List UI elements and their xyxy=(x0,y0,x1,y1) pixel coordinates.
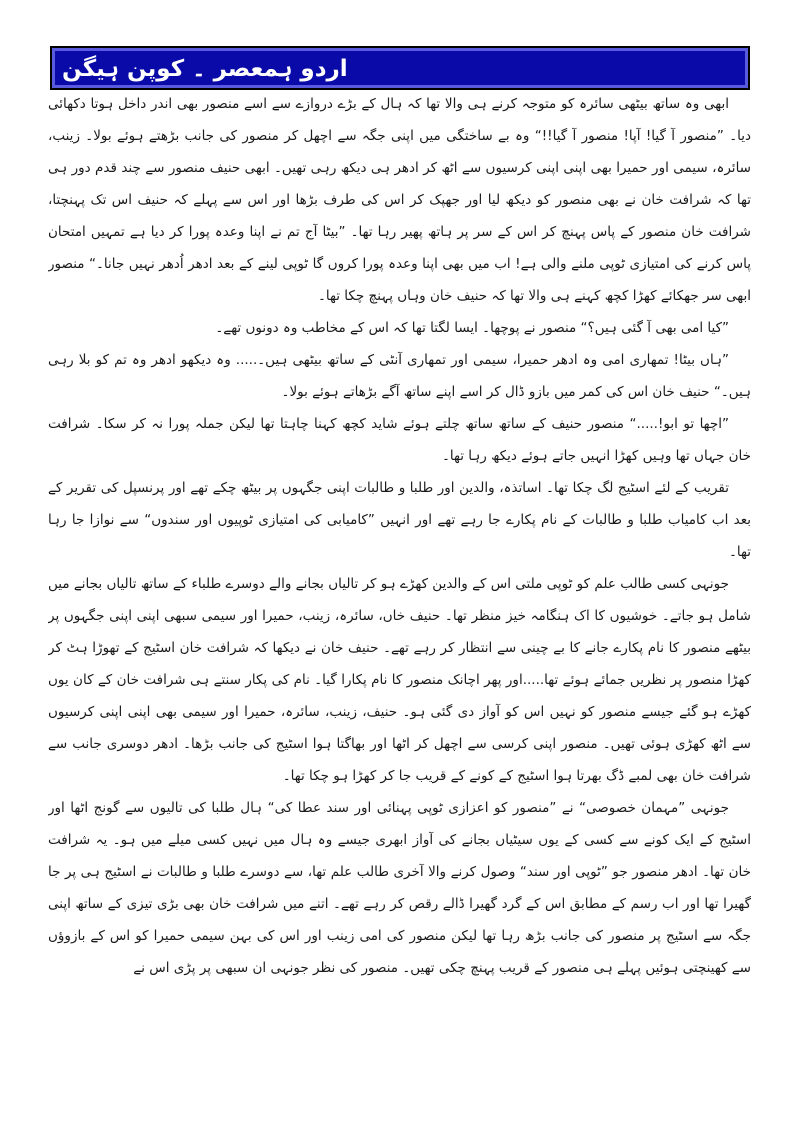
paragraph: تقریب کے لئے اسٹیج لگ چکا تھا۔ اساتذہ، والدین اور طلبا و طالبات اپنی جگہوں پر بیٹھ چکے تھے اور پرنسپل کی تقریر کے بعد اب کامیاب طلبا و طالبات کے نام پکارے جا رہے تھے اور انہیں ”کامیابی کی امتیازی ٹوپیوں اور سندوں“ سے نوازا جا رہا تھا۔ xyxy=(48,480,751,560)
paragraph: ابھی وہ ساتھ بیٹھی سائرہ کو متوجہ کرنے ہی والا تھا کہ ہال کے بڑے دروازے سے اسے منصور بھی اندر داخل ہوتا دکھائی دیا۔ ”منصور آ گیا! آپا! منصور آ گیا!!“ وہ بے ساختگی میں اپنی جگہ سے اچھل کر منصور کی جانب بڑھتے ہوئے بولا۔ زینب، سائرہ، سیمی اور حمیرا بھی اپنی اپنی کرسیوں سے اٹھ کر ادھر ہی دیکھ رہی تھیں۔ ابھی حنیف منصور سے چند قدم دور ہی تھا کہ شرافت خان نے بھی منصور کو دیکھ لیا اور جھپک کر اس کی طرف بڑھا اور اس سے پہلے کہ حنیف اس تک پہنچتا، شرافت خان منصور کے پاس پہنچ کر اس کے سر پر ہاتھ پھیر رہا تھا۔ ”بیٹا آج تم نے اپنا وعدہ پورا کر دیا ہے تمہیں امتحان پاس کرنے کی امتیازی ٹوپی ملنے والی ہے! اب میں بھی اپنا وعدہ پورا کروں گا ٹوپی لینے کے بعد ادھر اُدھر نہیں جانا۔“ منصور ابھی سر جھکائے کھڑا کچھ کہنے ہی والا تھا کہ حنیف خان وہاں پہنچ چکا تھا۔ xyxy=(48,96,751,304)
page-title: اردو ہمعصر ۔ کوپن ہیگن xyxy=(62,56,348,82)
paragraph: جونہی کسی طالب علم کو ٹوپی ملتی اس کے والدین کھڑے ہو کر تالیاں بجانے والے دوسرے طلباء کے ساتھ تالیاں بجانے میں شامل ہو جاتے۔ خوشیوں کا اک ہنگامہ خیز منظر تھا۔ حنیف خاں، سائرہ، زینب، حمیرا اور سیمی سبھی اپنی اپنی جگہوں پر بیٹھے منصور کا نام پکارے جانے کا بے چینی سے انتظار کر رہے تھے۔ حنیف خان نے دیکھا کہ شرافت خان اسٹیج کے تھوڑا ہٹ کر کھڑا منصور پر نظریں جمائے ہوئے تھا.....اور پھر اچانک منصور کا نام پکارا گیا۔ نام کی پکار سنتے ہی شرافت خان کے کان یوں کھڑے ہو گئے جیسے منصور کو نہیں اس کو آواز دی گئی ہو۔ حنیف، زینب، سائرہ، حمیرا اور سیمی بھی اپنی اپنی کرسیوں سے اٹھ کھڑی ہوئی تھیں۔ منصور اپنی کرسی سے اچھل کر اٹھا اور بھاگتا ہوا اسٹیج کی جانب بڑھا۔ ادھر دوسری جانب سے شرافت خان بھی لمبے ڈگ بھرتا ہوا اسٹیج کے کونے کے قریب جا کر کھڑا ہو چکا تھا۔ xyxy=(48,576,751,784)
story-text xyxy=(48,88,751,1088)
paragraph: ”کیا امی بھی آ گئی ہیں؟“ منصور نے پوچھا۔ ایسا لگتا تھا کہ اس کے مخاطب وہ دونوں تھے۔ xyxy=(215,320,729,336)
paragraph: جونہی ”مہمان خصوصی“ نے ”منصور کو اعزازی ٹوپی پہنائی اور سند عطا کی“ ہال طلبا کی تالیوں سے گونج اٹھا اور اسٹیج کے ایک کونے سے کسی کے یوں سیٹیاں بجانے کی آواز ابھری جیسے وہ ہال میں نہیں کسی میلے میں ہو۔ یہ شرافت خان تھا۔ ادھر منصور جو ”ٹوپی اور سند“ وصول کرنے والا آخری طالب علم تھا، سے دوسرے طلبا و طالبات نے اسٹیج ہی پر جا گھیرا تھا اور اب رسم کے مطابق اس کے گرد گھیرا ڈالے رقص کر رہے تھے۔ اتنے میں شرافت خان بھی بڑی تیزی کے ساتھ اپنی جگہ سے اسٹیج پر منصور کی جانب بڑھ رہا تھا لیکن منصور کی امی زینب اور اس کی بہن سیمی حمیرا کو اس کے بازوؤں سے کھینچتی ہوئیں پہلے ہی منصور کے قریب پہنچ چکی تھیں۔ منصور کی نظر جونہی ان سبھی پر پڑی اس نے xyxy=(48,800,751,976)
paragraph: ”اچھا تو ابو!.....“ منصور حنیف کے ساتھ ساتھ چلتے ہوئے شاید کچھ کہنا چاہتا تھا لیکن جملہ پورا نہ کر سکا۔ شرافت خان جہاں تھا وہیں کھڑا انہیں جاتے ہوئے دیکھ رہا تھا۔ xyxy=(48,416,751,464)
paragraph: ”ہاں بیٹا! تمھاری امی وہ ادھر حمیرا، سیمی اور تمھاری آنٹی کے ساتھ بیٹھی ہیں۔..... وہ دیکھو ادھر وہ تم کو بلا رہی ہیں۔“ حنیف خان اس کی کمر میں بازو ڈال کر اسے اپنے ساتھ آگے بڑھاتے ہوئے بولا۔ xyxy=(48,352,751,400)
